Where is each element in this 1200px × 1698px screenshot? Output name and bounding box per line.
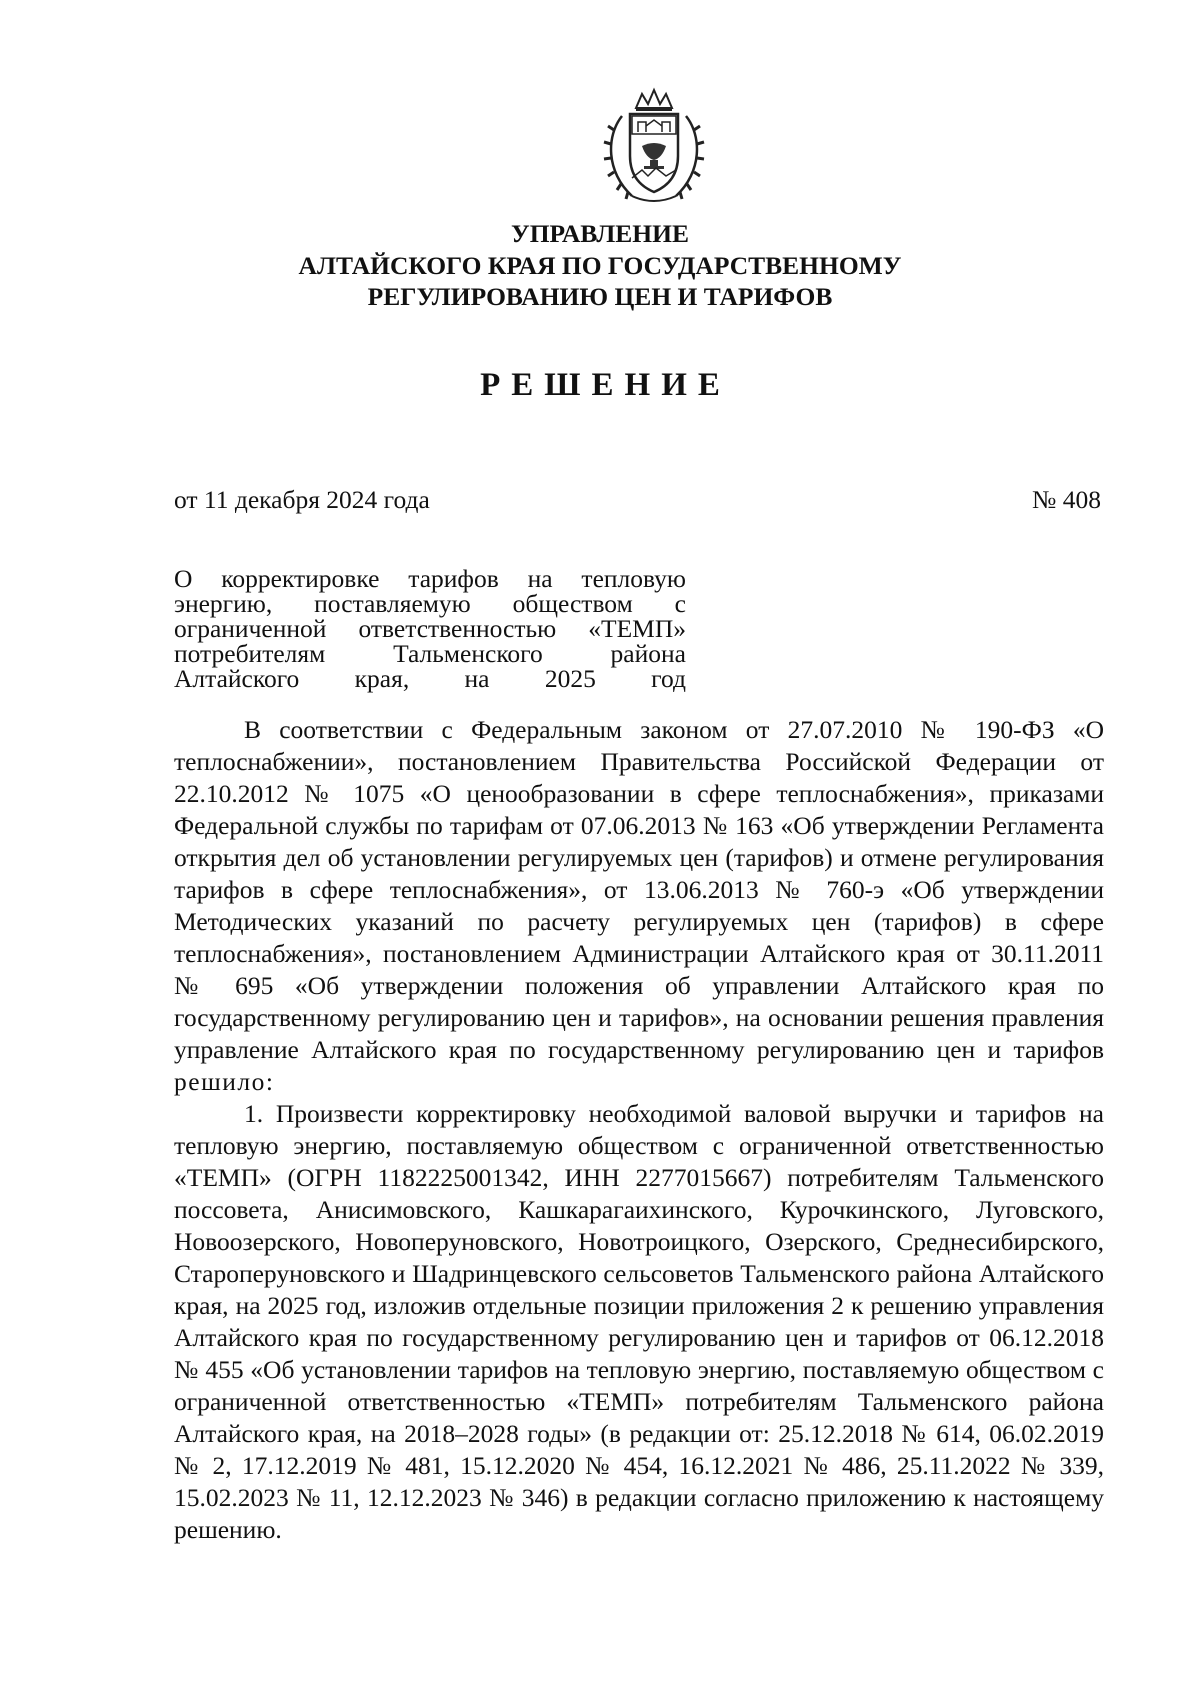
issuing-authority — [0, 218, 1200, 313]
document-number: № 408 — [1032, 485, 1101, 514]
authority-line-1: УПРАВЛЕНИЕ — [510, 219, 689, 248]
preamble-text: В соответствии с Федеральным законом от 27.07.2010 № 190-ФЗ «О теплоснабжении», постановлением Правительства Российской Федерации от 22.10.2012 № 1075 «О ценообразовании в сфере теплоснабжения», приказами Федеральной службы по тарифам от 07.06.2013 № 163 «Об утверждении Регламента открытия дел об установлении регулируемых цен (тарифов) и отмене регулирования тарифов в сфере теплоснабжения», от 13.06.2013 № 760-э «Об утверждении Методических указаний по расчету регулируемых цен (тарифов) в сфере теплоснабжения», постановлением Администрации Алтайского края от 30.11.2011 № 695 «Об утверждении положения об управлении Алтайского края по государственному регулированию цен и тарифов», на основании решения правления управление Алтайского края по государственному регулированию цен и тарифов — [174, 715, 1104, 1064]
document-date: от 11 декабря 2024 года — [174, 485, 430, 514]
document-body — [174, 714, 1104, 1546]
authority-line-3: РЕГУЛИРОВАНИЮ ЦЕН И ТАРИФОВ — [367, 282, 833, 311]
authority-line-2: АЛТАЙСКОГО КРАЯ ПО ГОСУДАРСТВЕННОМУ — [298, 250, 902, 280]
document-type-title: РЕШЕНИЕ — [480, 367, 731, 403]
preamble-paragraph — [174, 714, 1104, 1098]
resolved-word: решило: — [174, 1067, 275, 1096]
point-1-paragraph: 1. Произвести корректировку необходимой валовой выручки и тарифов на тепловую энергию, поставляемую обществом с ограниченной ответственностью «ТЕМП» (ОГРН 1182225001342, ИНН 2277015667) потребителям Тальменского поссовета, Анисимовского, Кашкарагаихинского, Курочкинского, Луговского, Новоозерского, Новоперуновского, Новотроицкого, Озерского, Среднесибирского, Староперуновского и Шадринцевского сельсоветов Тальменского района Алтайского края, на 2025 год, изложив отдельные позиции приложения 2 к решению управления Алтайского края по государственному регулированию цен и тарифов от 06.12.2018 № 455 «Об установлении тарифов на тепловую энергию, поставляемую обществом с ограниченной ответственностью «ТЕМП» потребителям Тальменского района Алтайского края, на 2018–2028 годы» (в редакции от: 25.12.2018 № 614, 06.02.2019 № 2, 17.12.2019 № 481, 15.12.2020 № 454, 16.12.2021 № 486, 25.11.2022 № 339, 15.02.2023 № 11, 12.12.2023 № 346) в редакции согласно приложению к настоящему решению. — [174, 1099, 1104, 1544]
coat-of-arms-icon — [592, 86, 716, 210]
document-subject: О корректировке тарифов на тепловую энергию, поставляемую обществом с ограниченной ответственностью «ТЕМП» потребителям Тальменского района Алтайского края, на 2025 год — [174, 564, 686, 693]
